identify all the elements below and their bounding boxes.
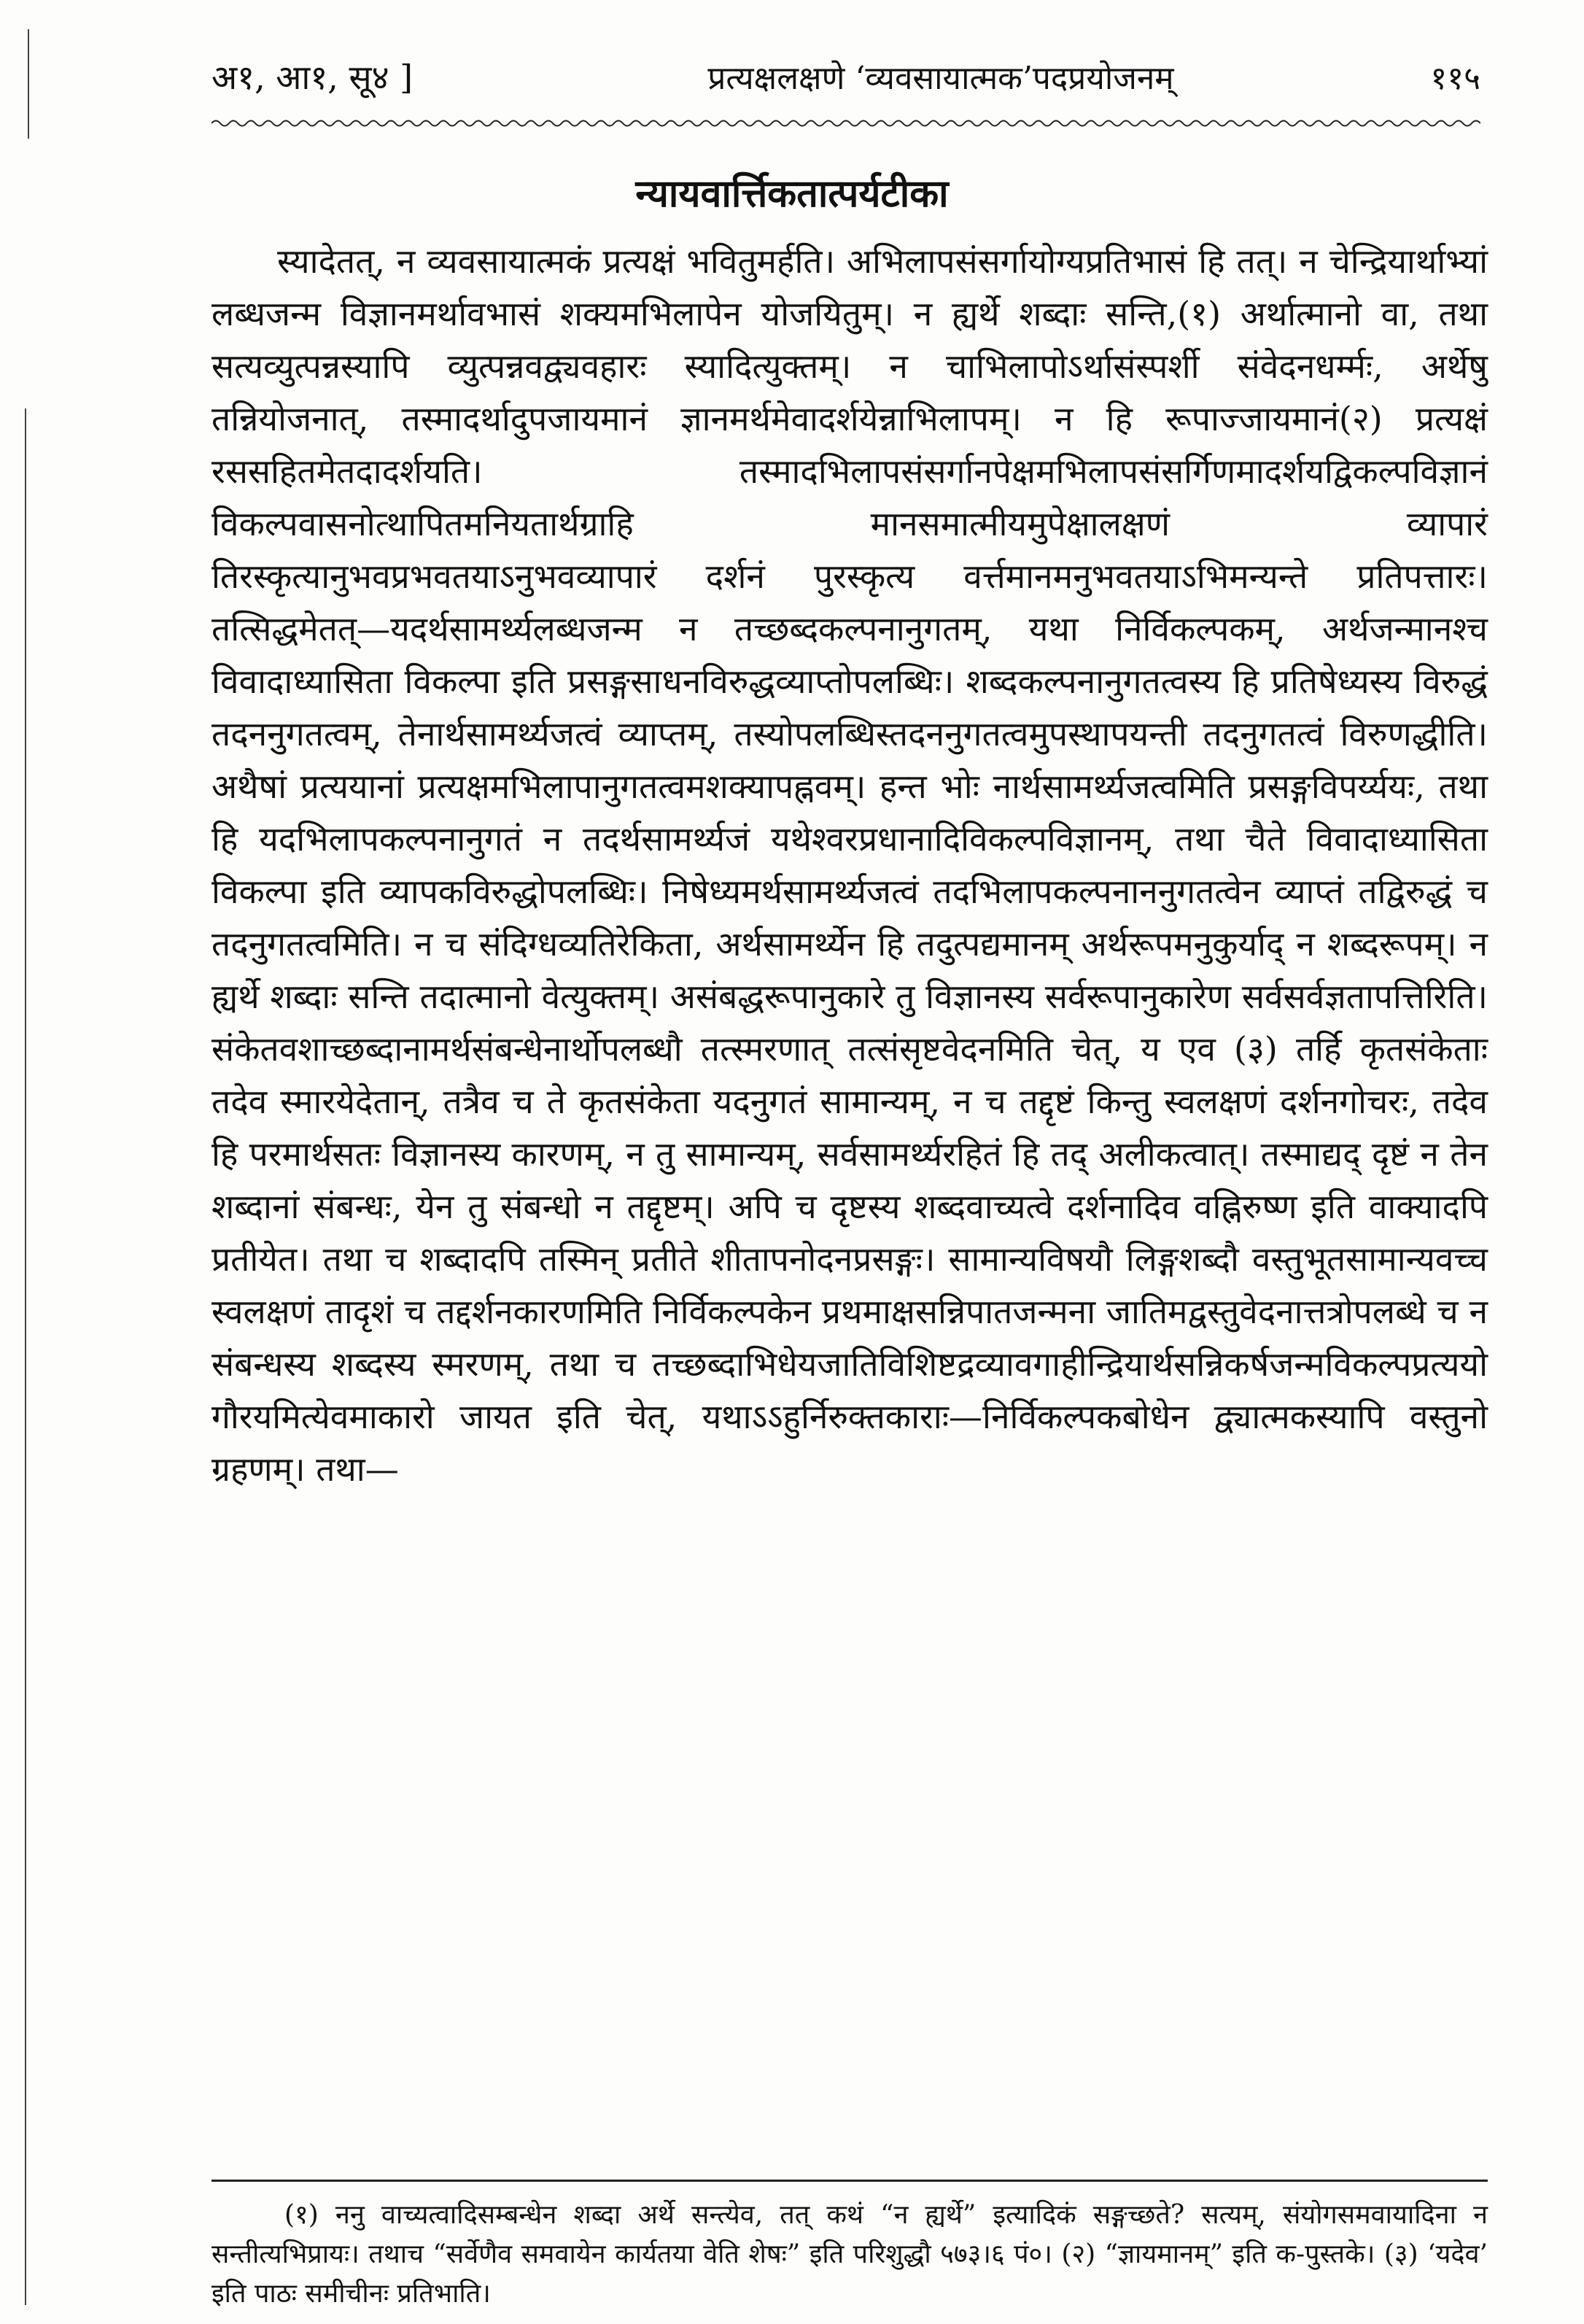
page-number: ११५ [1430,60,1480,97]
running-header [211,44,1480,109]
section-title: न्यायवार्त्तिकतात्पर्यटीका [635,171,949,216]
header-wavy-rule [211,118,1480,128]
main-text [211,235,1488,1495]
header-section-reference: अ१, आ१, सू४ ] [211,58,414,97]
main-paragraph: स्यादेतत्, न व्यवसायात्मकं प्रत्यक्षं भवितुमर्हति। अभिलापसंसर्गायोग्यप्रतिभासं हि तत्। न चेन्द्रियार्थाभ्यां लब्धजन्म विज्ञानमर्थावभासं शक्यमभिलापेन योजयितुम्। न ह्यर्थे शब्दाः सन्ति,(१) अर्थात्मानो वा, तथा सत्यव्युत्पन्नस्यापि व्युत्पन्नवद्व्यवहारः स्यादित्युक्तम्। न चाभिलापोऽर्थासंस्पर्शी संवेदनधर्म्मः, अर्थेषु तन्नियोजनात्, तस्मादर्थादुपजायमानं ज्ञानमर्थमेवादर्शयेन्नाभिलापम्। न हि रूपाज्जायमानं(२) प्रत्यक्षं रससहितमेतदादर्शयति। तस्मादभिलापसंसर्गानपेक्षमभिलापसंसर्गिणमादर्शयद्विकल्पविज्ञानं विकल्पवासनोत्थापितमनियतार्थग्राहि मानसमात्मीयमुपेक्षालक्षणं व्यापारं तिरस्कृत्यानुभवप्रभवतयाऽनुभवव्यापारं दर्शनं पुरस्कृत्य वर्त्तमानमनुभवतयाऽभिमन्यन्ते प्रतिपत्तारः। तत्सिद्धमेतत्—यदर्थसामर्थ्यलब्धजन्म न तच्छब्दकल्पनानुगतम्, यथा निर्विकल्पकम्, अर्थजन्मानश्च विवादाध्यासिता विकल्पा इति प्रसङ्गसाधनविरुद्धव्याप्तोपलब्धिः। शब्दकल्पनानुगतत्वस्य हि प्रतिषेध्यस्य विरुद्धं तदननुगतत्वम्, तेनार्थसामर्थ्यजत्वं व्याप्तम्, तस्योपलब्धिस्तदननुगतत्वमुपस्थापयन्ती तदनुगतत्वं विरुणद्धीति। अथैषां प्रत्ययानां प्रत्यक्षमभिलापानुगतत्वमशक्यापह्नवम्। हन्त भोः नार्थसामर्थ्यजत्वमिति प्रसङ्गविपर्य्ययः, तथा हि यदभिलापकल्पनानुगतं न तदर्थसामर्थ्यजं यथेश्वरप्रधानादिविकल्पविज्ञानम्, तथा चैते विवादाध्यासिता विकल्पा इति व्यापकविरुद्धोपलब्धिः। निषेध्यमर्थसामर्थ्यजत्वं तदभिलापकल्पनाननुगतत्वेन व्याप्तं तद्विरुद्धं च तदनुगतत्वमिति। न च संदिग्धव्यतिरेकिता, अर्थसामर्थ्येन हि तदुत्पद्यमानम् अर्थरूपमनुकुर्याद् न शब्दरूपम्। न ह्यर्थे शब्दाः सन्ति तदात्मानो वेत्युक्तम्। असंबद्धरूपानुकारे तु विज्ञानस्य सर्वरूपानुकारेण सर्वसर्वज्ञतापत्तिरिति। संकेतवशाच्छब्दानामर्थसंबन्धेनार्थोपलब्धौ तत्स्मरणात् तत्संसृष्टवेदनमिति चेत्, य एव (३) तर्हि कृतसंकेताः तदेव स्मारयेदेतान्, तत्रैव च ते कृतसंकेता यदनुगतं सामान्यम्, न च तद्दृष्टं किन्तु स्वलक्षणं दर्शनगोचरः, तदेव हि परमार्थसतः विज्ञानस्य कारणम्, न तु सामान्यम्, सर्वसामर्थ्यरहितं हि तद् अलीकत्वात्। तस्माद्यद् दृष्टं न तेन शब्दानां संबन्धः, येन तु संबन्धो न तद्दृष्टम्। अपि च दृष्टस्य शब्दवाच्यत्वे दर्शनादिव वह्निरुष्ण इति वाक्यादपि प्रतीयेत। तथा च शब्दादपि तस्मिन् प्रतीते शीतापनोदनप्रसङ्गः। सामान्यविषयौ लिङ्गशब्दौ वस्तुभूतसामान्यवच्च स्वलक्षणं तादृशं च तद्दर्शनकारणमिति निर्विकल्पकेन प्रथमाक्षसन्निपातजन्मना जातिमद्वस्तुवेदनात्तत्रोपलब्धे च न संबन्धस्य शब्दस्य स्मरणम्, तथा च तच्छब्दाभिधेयजातिविशिष्टद्रव्यावगाहीन्द्रियार्थसन्निकर्षजन्मविकल्पप्रत्ययो गौरयमित्येवमाकारो जायत इति चेत्, यथाऽऽहुर्निरुक्तकाराः—निर्विकल्पकबोधेन द्व्यात्मकस्यापि वस्तुनो ग्रहणम्। तथा— [211,241,1488,1489]
header-title: प्रत्यक्षलक्षणे ‘व्यवसायात्मक’पदप्रयोजनम् [707,60,1174,97]
footnote-divider [211,2180,1488,2182]
scan-margin-line [25,408,26,2305]
footnote-text: (१) ननु वाच्यत्वादिसम्बन्धेन शब्दा अर्थे सन्त्येव, तत् कथं “न ह्यर्थे” इत्यादिकं सङ्गच्छते? सत्यम्, संयोगसमवायादिना न सन्तीत्यभिप्रायः। तथाच “सर्वेणैव समवायेन कार्यतया वेति शेषः” इति परिशुद्धौ ५७३।६ पं०। (२) “ज्ञायमानम्” इति क-पुस्तके। (३) ‘यदेव’ इति पाठः समीचीनः प्रतिभाति। [211,2200,1488,2309]
footnotes [211,2196,1488,2314]
scan-margin-line [28,29,29,139]
